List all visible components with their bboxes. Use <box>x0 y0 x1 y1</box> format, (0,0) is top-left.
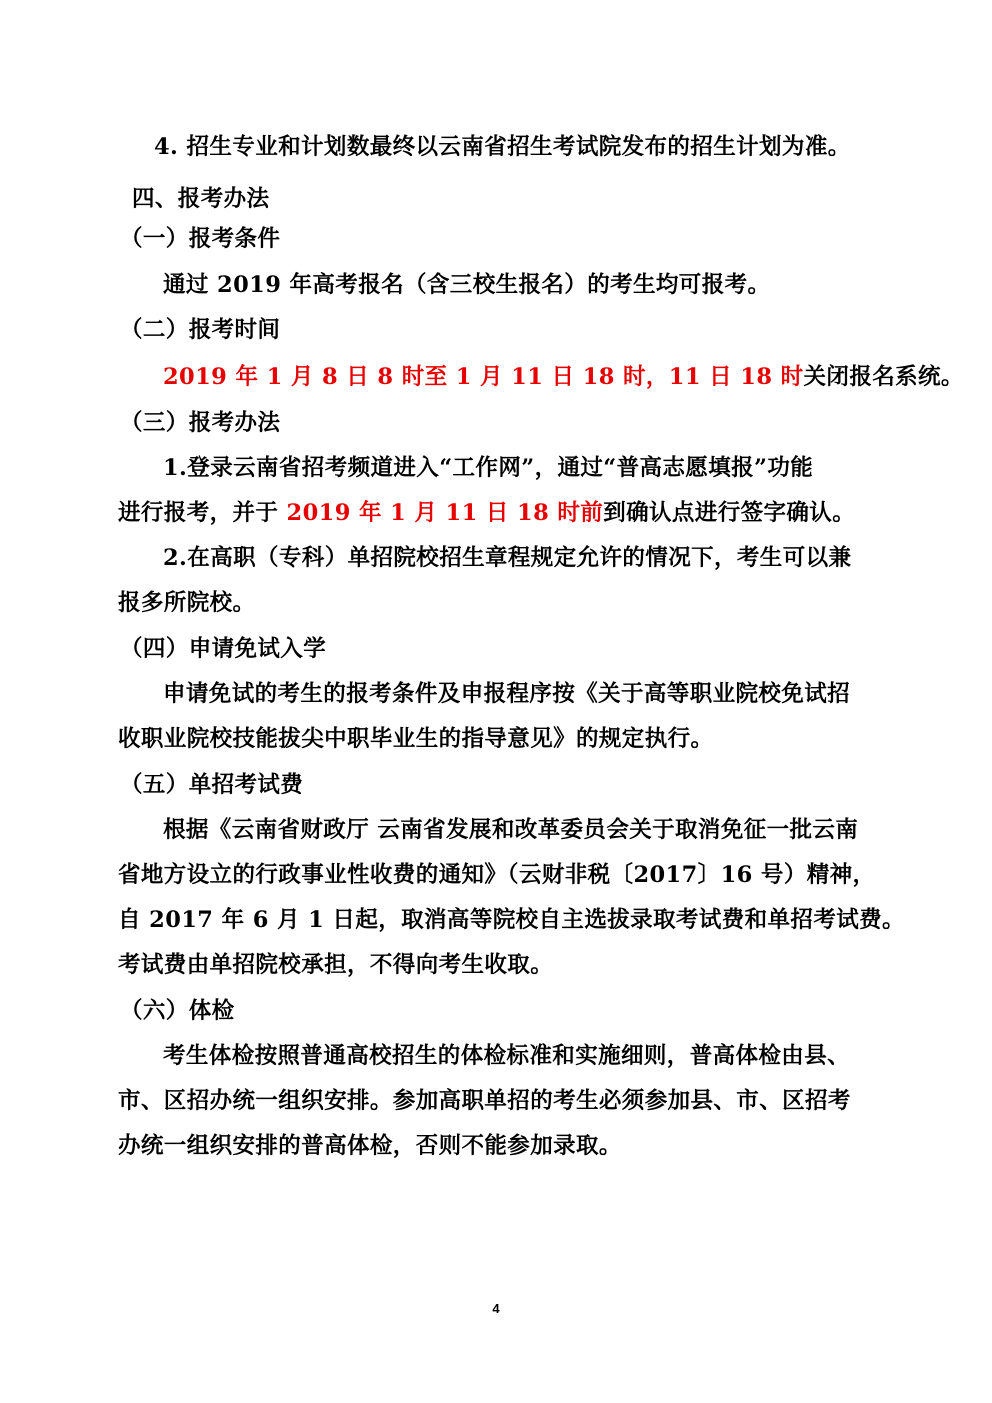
sub3-p2-line1: 2.在高职（专科）单招院校招生章程规定允许的情况下，考生可以兼 <box>163 545 852 571</box>
sub2-time-line <box>163 362 964 392</box>
sub3-p1-text-b: 到确认点进行签字确认。 <box>603 500 856 526</box>
page-number: 4 <box>492 1301 500 1316</box>
sub2-time-rest: 关闭报名系统。 <box>803 364 964 390</box>
sub6-heading: （六）体检 <box>120 998 235 1024</box>
sub3-deadline-highlight: 2019 年 1 月 11 日 18 时前 <box>286 500 604 526</box>
sub5-line4: 考试费由单招院校承担，不得向考生收取。 <box>118 952 554 978</box>
section-4-heading: 四、报考办法 <box>132 186 270 212</box>
sub5-heading: （五）单招考试费 <box>120 772 304 798</box>
sub4-line2: 收职业院校技能拔尖中职毕业生的指导意见》的规定执行。 <box>118 726 714 752</box>
sub1-text: 通过 2019 年高考报名（含三校生报名）的考生均可报考。 <box>163 272 771 298</box>
sub5-line2: 省地方设立的行政事业性收费的通知》（云财非税〔2017〕16 号）精神， <box>118 862 876 888</box>
sub6-line3: 办统一组织安排的普高体检，否则不能参加录取。 <box>118 1133 622 1159</box>
sub2-time-highlight: 2019 年 1 月 8 日 8 时至 1 月 11 日 18 时，11 日 18 时 <box>163 364 804 390</box>
sub2-heading: （二）报考时间 <box>120 317 281 343</box>
sub5-line3: 自 2017 年 6 月 1 日起，取消高等院校自主选拔录取考试费和单招考试费。 <box>118 907 905 933</box>
sub6-line2: 市、区招办统一组织安排。参加高职单招的考生必须参加县、市、区招考 <box>118 1088 851 1114</box>
sub3-heading: （三）报考办法 <box>120 410 281 436</box>
sub4-line1: 申请免试的考生的报考条件及申报程序按《关于高等职业院校免试招 <box>163 681 851 707</box>
sub6-line1: 考生体检按照普通高校招生的体检标准和实施细则，普高体检由县、 <box>163 1043 851 1069</box>
sub1-heading: （一）报考条件 <box>120 226 281 252</box>
sub3-p1-line1: 1.登录云南省招考频道进入“工作网”，通过“普高志愿填报”功能 <box>163 455 814 481</box>
sub5-line1: 根据《云南省财政厅 云南省发展和改革委员会关于取消免征一批云南 <box>163 817 859 843</box>
sub4-heading: （四）申请免试入学 <box>120 636 327 662</box>
sub3-p2-line2: 报多所院校。 <box>118 590 256 616</box>
item-4-line: 4. 招生专业和计划数最终以云南省招生考试院发布的招生计划为准。 <box>154 134 851 160</box>
sub3-p1-line2 <box>118 498 878 528</box>
sub3-p1-text-a: 进行报考，并于 <box>118 500 287 526</box>
